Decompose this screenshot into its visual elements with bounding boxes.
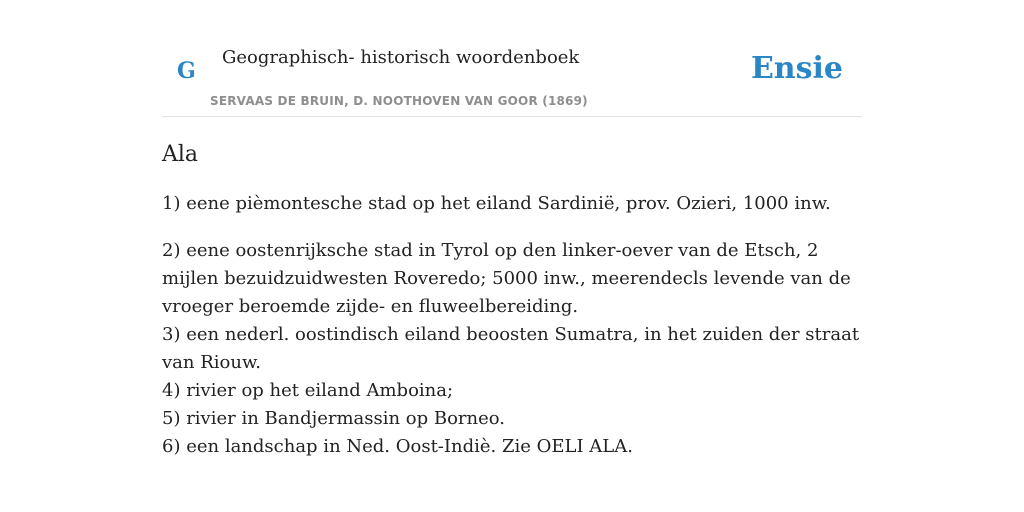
book-logo[interactable]: G [177,58,196,84]
book-author: SERVAAS DE BRUIN, D. NOOTHOVEN VAN GOOR (1869) [210,94,588,108]
brand-logo[interactable]: Ensie [750,51,843,86]
definition-3: 3) een nederl. oostindisch eiland beoosten Sumatra, in het zuiden der straat van Riouw. [162,324,860,373]
entry-headword: Ala [162,142,199,167]
definition-2: 2) eene oostenrijksche stad in Tyrol op den linker-oever van de Etsch, 2 mijlen bezuidzuidwesten Roveredo; 5000 inw., meerendecls levende van de vroeger beroemde zijde- en fluweelbereiding. [162,240,851,317]
entry-content [162,140,862,461]
definition-1: 1) eene pièmontesche stad op het eiland Sardinië, prov. Ozieri, 1000 inw. [162,193,831,214]
definition-5: 5) rivier in Bandjermassin op Borneo. [162,408,506,429]
book-title[interactable]: Geographisch- historisch woordenboek [222,47,580,68]
definition-list [162,237,862,461]
definition-6: 6) een landschap in Ned. Oost-Indiè. Zie OELI ALA. [162,436,633,457]
definition-4: 4) rivier op het eiland Amboina; [162,380,454,401]
header [162,0,862,117]
